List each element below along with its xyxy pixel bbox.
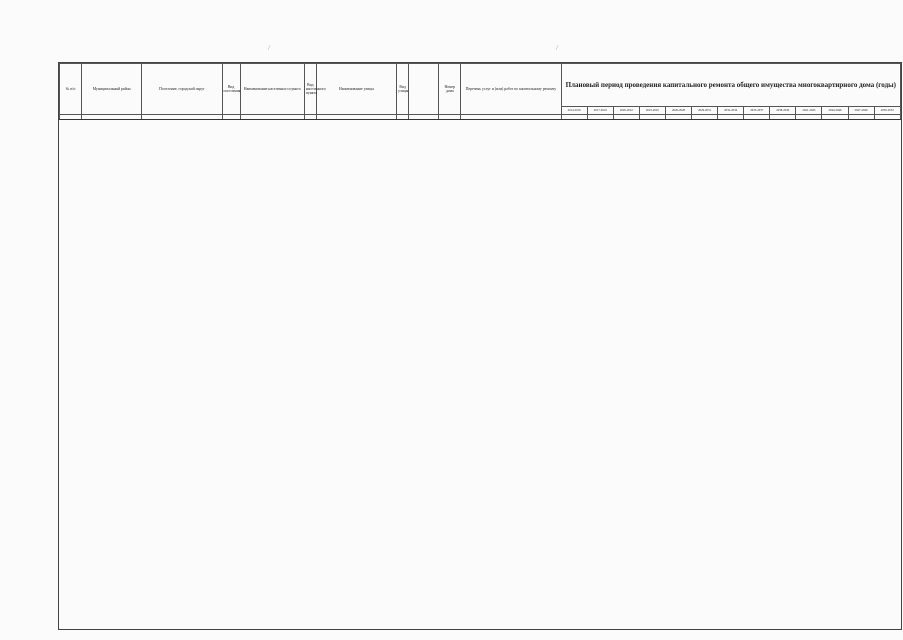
spacer-cell xyxy=(796,115,822,120)
capital-repair-table xyxy=(59,63,901,120)
spacer-cell xyxy=(665,115,691,120)
spacer-cell xyxy=(770,115,796,120)
header-period-11: 2047-2049 xyxy=(848,107,874,115)
spacer-cell xyxy=(718,115,744,120)
spacer-cell xyxy=(316,115,396,120)
spacer-cell xyxy=(240,115,304,120)
header-period-6: 2032-2034 xyxy=(718,107,744,115)
spacer-cell xyxy=(461,115,561,120)
header-period-4: 2026-2028 xyxy=(665,107,691,115)
header-period-0: 2014-2016 xyxy=(561,107,587,115)
header-period-3: 2023-2025 xyxy=(639,107,665,115)
header-street-type: Вид улицы xyxy=(397,64,409,115)
spacer-cell xyxy=(82,115,142,120)
header-settlement: Поселение, городской округ xyxy=(142,64,222,115)
spacer-cell xyxy=(613,115,639,120)
header-period-2: 2020-2022 xyxy=(613,107,639,115)
table-body xyxy=(60,115,901,120)
table-header xyxy=(60,64,901,115)
header-period-title: Плановый период проведения капитального ремонта общего имущества многоквартирного дома (годы) xyxy=(561,64,900,107)
header-works: Перечень услуг и (или) работ по капитальному ремонту xyxy=(461,64,561,115)
spacer-cell xyxy=(692,115,718,120)
slash-mark-left: / xyxy=(268,44,270,52)
header-period-5: 2029-2031 xyxy=(692,107,718,115)
capital-repair-table-frame xyxy=(58,62,902,630)
spacer-cell xyxy=(304,115,316,120)
header-street: Наименование улицы xyxy=(316,64,396,115)
spacer-cell xyxy=(561,115,587,120)
header-period-8: 2038-2040 xyxy=(770,107,796,115)
header-period-7: 2035-2037 xyxy=(744,107,770,115)
spacer-cell xyxy=(744,115,770,120)
spacer-cell xyxy=(822,115,848,120)
spacer-cell xyxy=(439,115,461,120)
slash-mark-right: / xyxy=(556,44,558,52)
header-num: № п/п xyxy=(60,64,82,115)
spacer-cell xyxy=(60,115,82,120)
header-locality-type: Вид населенного пункта xyxy=(304,64,316,115)
header-period-1: 2017-2019 xyxy=(587,107,613,115)
spacer-cell xyxy=(409,115,439,120)
header-district: Муниципальный район xyxy=(82,64,142,115)
spacer-cell xyxy=(639,115,665,120)
spacer-cell xyxy=(397,115,409,120)
header-period-9: 2041-2043 xyxy=(796,107,822,115)
spacer-cell xyxy=(222,115,240,120)
header-period-12: 2050-2052 xyxy=(874,107,900,115)
spacer-cell xyxy=(874,115,900,120)
header-house: Номер дома xyxy=(439,64,461,115)
header-street-name xyxy=(409,64,439,115)
header-locality: Наименование населенного пункта xyxy=(240,64,304,115)
spacer-cell xyxy=(142,115,222,120)
header-period-10: 2044-2046 xyxy=(822,107,848,115)
spacer-cell xyxy=(848,115,874,120)
header-settlement-type: Вид поселения xyxy=(222,64,240,115)
spacer-cell xyxy=(587,115,613,120)
